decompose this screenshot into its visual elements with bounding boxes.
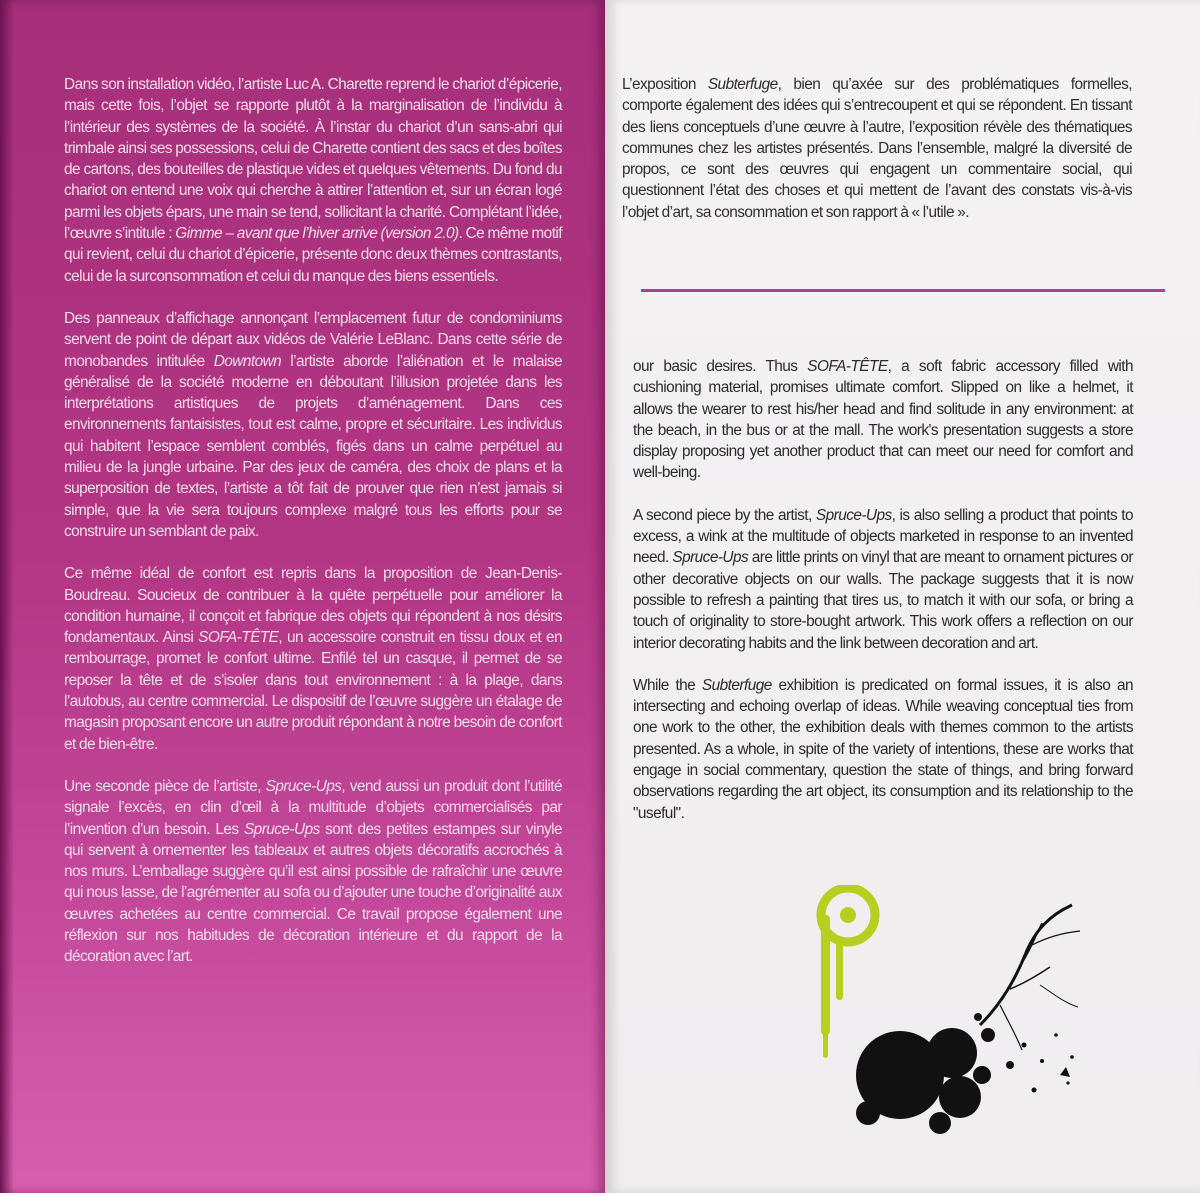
ink-splatter-graphic (810, 885, 1100, 1145)
text-run: L’exposition (622, 76, 708, 93)
italic-title: Subterfuge (701, 676, 772, 694)
italic-title: Subterfuge (707, 76, 778, 93)
text-run: , vend aussi un produit dont l’utilité signale l’excès, en clin d’œil à la multitude d’objets commercialisés par l’invention d’un besoin. Les (64, 777, 562, 838)
text-run: , is also selling a product that points to excess, a wink at the multitude of objects marketed in response to an invented need. (633, 506, 1133, 567)
paragraph (633, 356, 1133, 484)
paragraph (64, 776, 562, 968)
paragraph (622, 74, 1132, 223)
text-run: A second piece by the artist, (633, 506, 816, 524)
text-run: Une seconde pièce de l’artiste, (64, 777, 266, 795)
italic-title: SOFA-TÊTE (198, 629, 279, 647)
right-page (605, 0, 1200, 1193)
paragraph (64, 308, 562, 542)
italic-title: Spruce-Ups (672, 549, 749, 567)
paragraph (633, 675, 1133, 824)
text-run: . Ce même motif qui revient, celui du chariot d’épicerie, présente donc deux thèmes contrastants, celui de la surconsommation et celui du manque des biens essentiels. (64, 225, 563, 285)
paragraph (64, 74, 562, 287)
text-run: , bien qu’axée sur des problématiques formelles, comporte également des idées qui s’entrecoupent et qui se répondent. En tissant des liens conceptuels d’une œuvre à l’autre, l’exposition révèle des thématiques communes chez les artistes présentés. Dans l’ensemble, malgré la diversité de propos, ce sont des œuvres qui engagent un commentaire social, qui questionnent l’état des choses et qui mettent de l’avant des constats vis-à-vis l’objet d’art, sa consommation et son rapport à « l’utile ». (622, 76, 1132, 221)
section-divider (641, 289, 1165, 292)
french-article-body (64, 74, 562, 989)
english-article-body (633, 356, 1133, 845)
paragraph (633, 505, 1133, 654)
italic-title: Downtown (213, 352, 282, 370)
text-run: Dans son installation vidéo, l’artiste Luc A. Charette reprend le chariot d’épicerie, mais cette fois, l’objet se rapporte plutôt à la marginalisation de l’individu à l’intérieur des systèmes de la société. À l’instar du chariot d’un sans-abri qui trimbale ainsi ses possessions, celui de Charette contient des sacs et des boîtes de cartons, des bouteilles de plastique vides et quelques vêtements. Du fond du chariot on entend une voix qui cherche à attirer l’attention et, sur un écran logé parmi les objets épars, une main se tend, sollicitant la charité. Complétant l’idée, l’œuvre s’intitule : (64, 76, 562, 243)
paragraph (64, 563, 562, 755)
text-run: sont des petites estampes sur vinyle qui servent à ornementer les tableaux et autres objets décoratifs accrochés à nos murs. L’emballage suggère qu’il est ainsi possible de rafraîchir une œuvre qui nous lasse, de l’agrémenter au sofa ou d’ajouter une touche d’originalité aux œuvres achetées au centre commercial. Ce travail propose également une réflexion sur nos habitudes de décoration intérieure et du rapport de la décoration avec l’art. (64, 820, 562, 966)
text-run: While the (633, 676, 702, 694)
ink-splatter-icon (856, 905, 1080, 1134)
text-run: , un accessoire construit en tissu doux et en rembourrage, promet le confort ultime. Enfilé tel un casque, il permet de se reposer la tête et de s’isoler dans tout environnement : à la plage, dans l’autobus, au centre commercial. Le dispositif de l’œuvre suggère un étalage de magasin proposant encore un autre produit répondant à notre besoin de confort et de bien-être. (64, 629, 562, 753)
text-run: exhibition is predicated on formal issues, it is also an intersecting and echoing overlap of ideas. While weaving conceptual ties from one work to the other, the exhibition deals with themes common to the artists presented. As a whole, in spite of the variety of intentions, these are works that engage in social commentary, question the state of things, and bring forward observations regarding the art object, its consumption and its relationship to the "useful". (633, 676, 1133, 822)
italic-title: Spruce-Ups (243, 820, 320, 838)
text-run: l’artiste aborde l’aliénation et le malaise généralisé de la société moderne en déboutant l’illusion projetée dans les interprétations artistiques de projets d’aménagement. Dans ces environnements fantaisistes, tout est calme, propre et sécuritaire. Les individus qui habitent l’espace semblent comblés, figés dans un calme perpétuel au milieu de la jungle urbaine. Par des jeux de caméra, des choix de plans et la superposition de textes, l’artiste a tôt fait de prouver que rien n’est jamais si simple, que la vie sera toujours complexe malgré tous les efforts pour se construire un semblant de paix. (64, 352, 562, 540)
text-run: Des panneaux d’affichage annonçant l’emplacement futur de condominiums servent de point de départ aux vidéos de Valérie LeBlanc. Dans cette série de monobandes intitulée (64, 309, 562, 370)
lime-drip-circle-icon (821, 888, 875, 1058)
italic-title: Spruce-Ups (265, 777, 342, 795)
italic-title: SOFA-TÊTE (807, 358, 888, 375)
text-run: our basic desires. Thus (633, 358, 808, 375)
text-run: Ce même idéal de confort est repris dans la proposition de Jean-Denis-Boudreau. Soucieux de contribuer à la quête perpétuelle pour améliorer la condition humaine, il conçoit et fabrique des objets qui répondent à nos désirs fondamentaux. Ainsi (64, 565, 562, 647)
text-run: are little prints on vinyl that are meant to ornament pictures or other decorative objects on our walls. The package suggests that it is now possible to refresh a painting that tires us, to match it with our sofa, or bring a touch of originality to store-bought artwork. This work offers a reflection on our interior decorating habits and the link between decoration and art. (633, 549, 1133, 652)
french-conclusion (622, 74, 1132, 244)
italic-title: Spruce-Ups (815, 506, 892, 524)
italic-title: Gimme – avant que l’hiver arrive (version 2.0) (175, 225, 459, 243)
text-run: , a soft fabric accessory filled with cushioning material, promises ultimate comfort. Slipped on like a helmet, it allows the wearer to rest his/her head and find solitude in any environment: at the beach, in the bus or at the mall. The work's presentation suggests a store display proposing yet another product that can meet our need for comfort and well-being. (633, 358, 1134, 482)
